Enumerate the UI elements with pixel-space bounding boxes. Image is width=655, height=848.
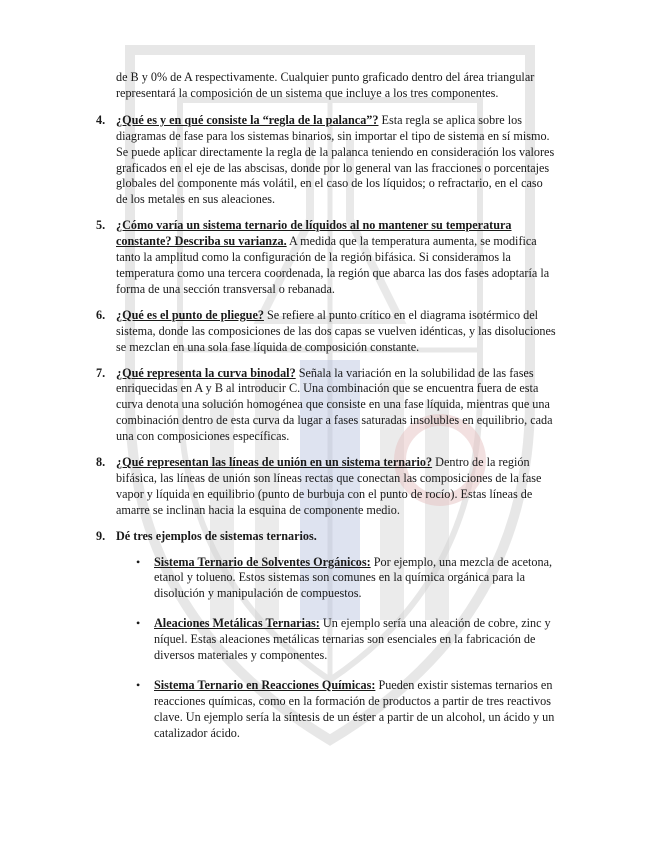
question-number: 7.	[96, 365, 106, 380]
question-8	[96, 455, 556, 519]
question-9	[96, 529, 556, 545]
question-text: Dé tres ejemplos de sistemas ternarios.	[116, 528, 317, 543]
question-5	[96, 218, 556, 298]
question-number: 8.	[96, 455, 106, 470]
bullet-icon: •	[136, 554, 141, 569]
question-text: ¿Qué representa la curva binodal?	[116, 365, 296, 380]
list-item	[96, 555, 556, 603]
example-text: Por ejemplo, una mezcla de acetona, etanol y tolueno. Estos sistemas son comunes en la química orgánica para la disolución y manipulación de compuestos.	[154, 554, 553, 601]
list-item	[96, 678, 556, 742]
question-7	[96, 366, 556, 446]
answer-text: Señala la variación en la solubilidad de las fases enriquecidas en A y B al introducir C. Una combinación que se encuentra fuera de esta curva denota una solución homogénea que consiste en una fase líquida, mientras que una combinación dentro de esta curva da lugar a fases saturadas insolubles en equilibrio, cada una con composiciones específicas.	[116, 365, 553, 444]
question-number: 5.	[96, 218, 106, 233]
question-number: 6.	[96, 307, 106, 322]
answer-text: Esta regla se aplica sobre los diagramas de fase para los sistemas binarios, sin importar el tipo de sistema en sí mismo. Se puede aplicar directamente la regla de la palanca teniendo en consideración los valores graficados en el eje de las abscisas, donde por lo general van las fracciones o porcentajes globales del componente más volátil, en el caso de los líquidos; o refractario, en el caso de los metales en sus aleaciones.	[116, 112, 555, 207]
bullet-icon: •	[136, 678, 141, 692]
intro-continuation: de B y 0% de A respectivamente. Cualquier punto graficado dentro del área triangular representará la composición de un sistema que incluye a los tres componentes.	[116, 70, 535, 100]
bullet-icon: •	[136, 616, 141, 631]
question-4	[96, 113, 556, 208]
question-text: ¿Qué es y en qué consiste la “regla de la palanca”?	[116, 112, 379, 127]
question-number: 4.	[96, 112, 106, 127]
answer-text: Dentro de la región bifásica, las líneas de unión son líneas rectas que conectan las composiciones de la fase vapor y líquida en equilibrio (punto de burbuja con el punto de rocío). Estas líneas de amarre se inclinan hacia la esquina de componente medio.	[116, 455, 542, 517]
document-page	[96, 70, 556, 756]
example-title: Sistema Ternario en Reacciones Químicas:	[154, 678, 376, 692]
question-text: ¿Qué es el punto de pliegue?	[116, 307, 264, 322]
question-6	[96, 308, 556, 356]
answer-text: Se refiere al punto crítico en el diagrama isotérmico del sistema, donde las composiciones de las dos capas se vuelven idénticas, y las disoluciones se mezclan en una sola fase líquida de composición constante.	[116, 307, 556, 354]
list-item	[96, 616, 556, 664]
question-number: 9.	[96, 528, 106, 543]
example-text: Un ejemplo sería una aleación de cobre, zinc y níquel. Estas aleaciones metálicas ternarias son esenciales en la fabricación de diversos materiales y componentes.	[154, 616, 551, 663]
example-title: Sistema Ternario de Solventes Orgánicos:	[154, 554, 371, 569]
question-text: ¿Qué representan las líneas de unión en un sistema ternario?	[116, 455, 433, 470]
examples-list	[96, 555, 556, 742]
example-text: Pueden existir sistemas ternarios en reacciones químicas, como en la formación de productos a partir de tres reactivos clave. Un ejemplo sería la síntesis de un éster a partir de un alcohol, un ácido y un catalizador ácido.	[154, 678, 555, 740]
question-text: ¿Cómo varía un sistema ternario de líquidos al no mantener su temperatura constante? Describa su varianza.	[116, 218, 512, 249]
example-title: Aleaciones Metálicas Ternarias:	[154, 616, 320, 631]
answer-text: A medida que la temperatura aumenta, se modifica tanto la amplitud como la configuración de la región bifásica. Si consideramos la temperatura como una tercera coordenada, la región que abarca las dos fases adoptaría la forma de una sección transversal o rebanada.	[116, 234, 550, 296]
